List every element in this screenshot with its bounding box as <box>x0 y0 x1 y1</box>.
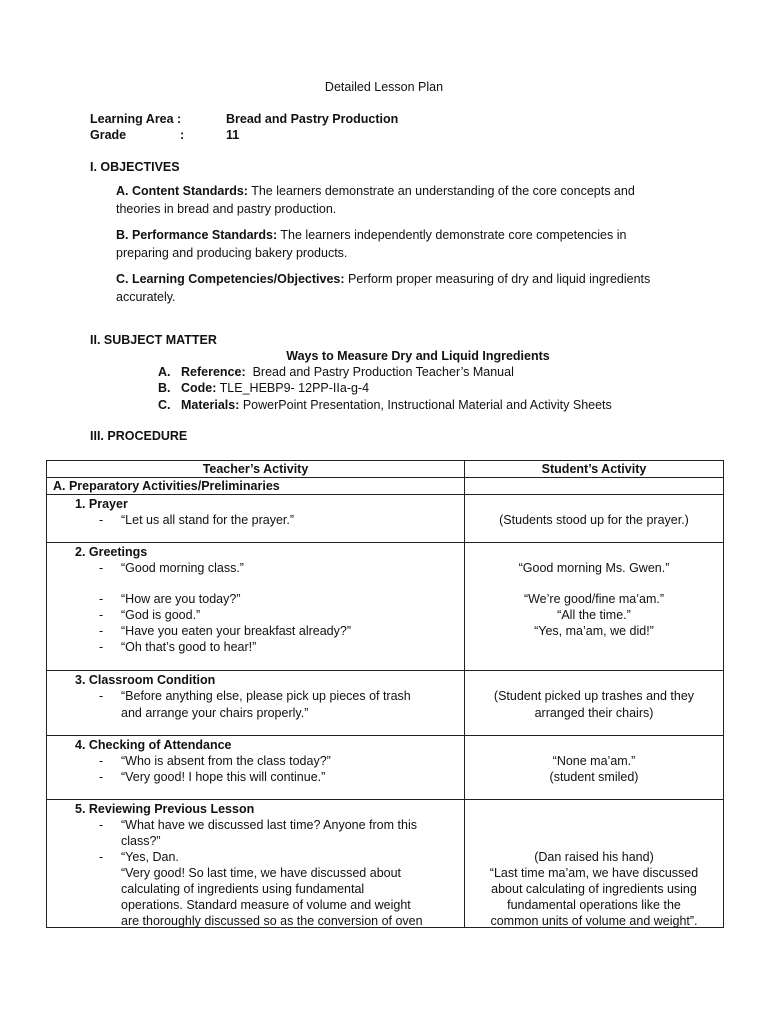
table-row: 1. Prayer - “Let us all stand for the prayer.” (Students stood up for the prayer.) <box>47 495 724 543</box>
classroom-title: 3. Classroom Condition <box>75 673 216 687</box>
section-a-title: A. Preparatory Activities/Preliminaries <box>53 479 280 493</box>
subject-matter-heading: II. SUBJECT MATTER <box>90 333 217 347</box>
performance-standards-text: The learners independently demonstrate core competencies in preparing and producing bakery products. <box>116 228 627 260</box>
attendance-title: 4. Checking of Attendance <box>75 738 232 752</box>
review-title: 5. Reviewing Previous Lesson <box>75 802 255 816</box>
table-row: 4. Checking of Attendance - “Who is absent from the class today?” - “Very good! I hope this will continue.” “None ma’am.” (student smiled) <box>47 736 724 800</box>
grade-label: Grade <box>90 128 127 142</box>
learning-area-value: Bread and Pastry Production <box>226 112 399 126</box>
objectives-heading: I. OBJECTIVES <box>90 160 180 174</box>
page-title: Detailed Lesson Plan <box>324 80 444 94</box>
learning-area-label: Learning Area : <box>90 112 182 126</box>
procedure-table <box>46 460 724 928</box>
performance-standards-label: B. Performance Standards: <box>116 228 278 242</box>
subject-topic: Ways to Measure Dry and Liquid Ingredients <box>286 349 550 363</box>
table-row: 3. Classroom Condition - “Before anything else, please pick up pieces of trash and arrange your chairs properly.” (Student picked up trashes and they arranged their chairs) <box>47 671 724 736</box>
prayer-title: 1. Prayer <box>75 497 128 511</box>
content-standards-label: A. Content Standards: <box>116 184 248 198</box>
content-standards <box>116 183 676 218</box>
subject-item-reference: A. Reference: Bread and Pastry Production Teacher’s Manual <box>158 365 514 379</box>
performance-standards <box>116 227 676 262</box>
learning-competencies-text: Perform proper measuring of dry and liquid ingredients accurately. <box>116 272 651 304</box>
subject-item-code: B. Code: TLE_HEBP9- 12PP-IIa-g-4 <box>158 381 370 395</box>
prayer-student-line: (Students stood up for the prayer.) <box>499 513 689 527</box>
table-row: 5. Reviewing Previous Lesson - “What have we discussed last time? Anyone from this class?” - “Yes, Dan. “Very good! So last time, we have discussed about calculating of ingredients using fundamental operations. Standard measure of volume and weight are thoroughly discussed so as the conversion of oven (Dan raised his hand) “Last time ma’am, we have discussed about calculating of ingredients using fundamental operations like the common units of volume and weight”. <box>47 800 724 928</box>
content-standards-text: The learners demonstrate an understanding of the core concepts and theories in bread and pastry production. <box>116 184 635 216</box>
student-column-header: Student’s Activity <box>465 461 724 478</box>
prayer-teacher-line: “Let us all stand for the prayer.” <box>121 513 295 527</box>
greetings-title: 2. Greetings <box>75 545 148 559</box>
grade-value: 11 <box>226 128 240 142</box>
learning-competencies-label: C. Learning Competencies/Objectives: <box>116 272 345 286</box>
learning-competencies <box>116 271 676 306</box>
table-header-row <box>47 461 724 478</box>
subject-item-materials: C. Materials: PowerPoint Presentation, Instructional Material and Activity Sheets <box>158 398 612 412</box>
section-row <box>47 478 724 495</box>
grade-colon: : <box>180 128 185 142</box>
teacher-column-header: Teacher’s Activity <box>47 461 465 478</box>
table-row: 2. Greetings - “Good morning class.” - “How are you today?” - “God is good.” - “Have you eaten your breakfast already?” - “Oh that’s good to hear!” “Good morning Ms. Gwen.” “We’re good/fine ma’am.” “All the time.” “Yes, ma’am, we did!” <box>47 543 724 671</box>
procedure-heading: III. PROCEDURE <box>90 429 188 443</box>
